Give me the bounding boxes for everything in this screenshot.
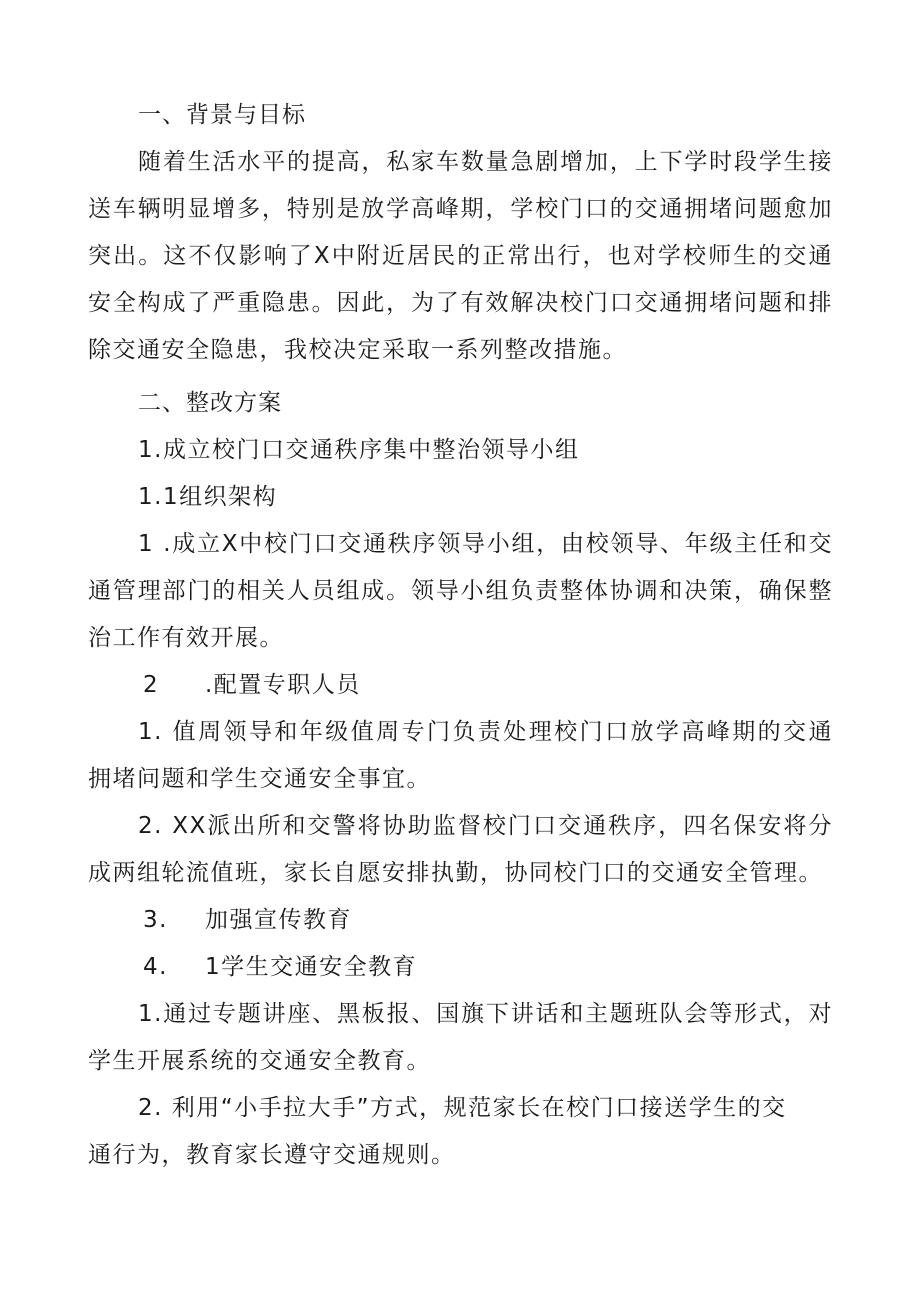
item-4-number: 4. — [143, 954, 168, 980]
item-4-paragraph-1: 1.通过专题讲座、黑板报、国旗下讲话和主题班队会等形式，对学生开展系统的交通安全教育。 — [88, 1001, 833, 1074]
item-1-1-paragraph: 1 .成立X中校门口交通秩序领导小组，由校领导、年级主任和交通管理部门的相关人员组成。领导小组负责整体协调和决策，确保整治工作有效开展。 — [88, 531, 833, 651]
item-4-title — [143, 944, 833, 991]
section-heading-background: 一、背景与目标 — [138, 102, 306, 128]
item-3-text: 加强宣传教育 — [205, 907, 352, 933]
item-4-paragraph-2-line-1: 2. 利用“小手拉大手”方式，规范家长在校门口接送学生的交 — [138, 1095, 787, 1121]
item-2-paragraph-2: 2. XX派出所和交警将协助监督校门口交通秩序，四名保安将分成两组轮流值班，家长自愿安排执勤，协同校门口的交通安全管理。 — [88, 813, 833, 886]
section-heading-plan: 二、整改方案 — [138, 390, 282, 416]
document-page — [88, 92, 833, 1179]
item-3-number: 3. — [143, 907, 168, 933]
item-1-1-title: 1.1组织架构 — [138, 484, 278, 510]
item-4-paragraph-2-line-2: 通行为，教育家长遵守交通规则。 — [88, 1142, 456, 1168]
background-paragraph: 随着生活水平的提高，私家车数量急剧增加，上下学时段学生接送车辆明显增多，特别是放学高峰期，学校门口的交通拥堵问题愈加突出。这不仅影响了X中附近居民的正常出行，也对学校师生的交通安全构成了严重隐患。因此，为了有效解决校门口交通拥堵问题和排除交通安全隐患，我校决定采取一系列整改措施。 — [88, 149, 833, 363]
item-2-paragraph-1: 1. 值周领导和年级值周专门负责处理校门口放学高峰期的交通拥堵问题和学生交通安全事宜。 — [88, 719, 833, 792]
item-4-text: 1学生交通安全教育 — [205, 954, 418, 980]
item-1-title: 1.成立校门口交通秩序集中整治领导小组 — [138, 437, 580, 463]
item-2-title — [143, 662, 833, 709]
item-3-title — [143, 897, 833, 944]
item-2-text: .配置专职人员 — [205, 672, 361, 698]
item-2-number: 2 — [143, 672, 160, 698]
